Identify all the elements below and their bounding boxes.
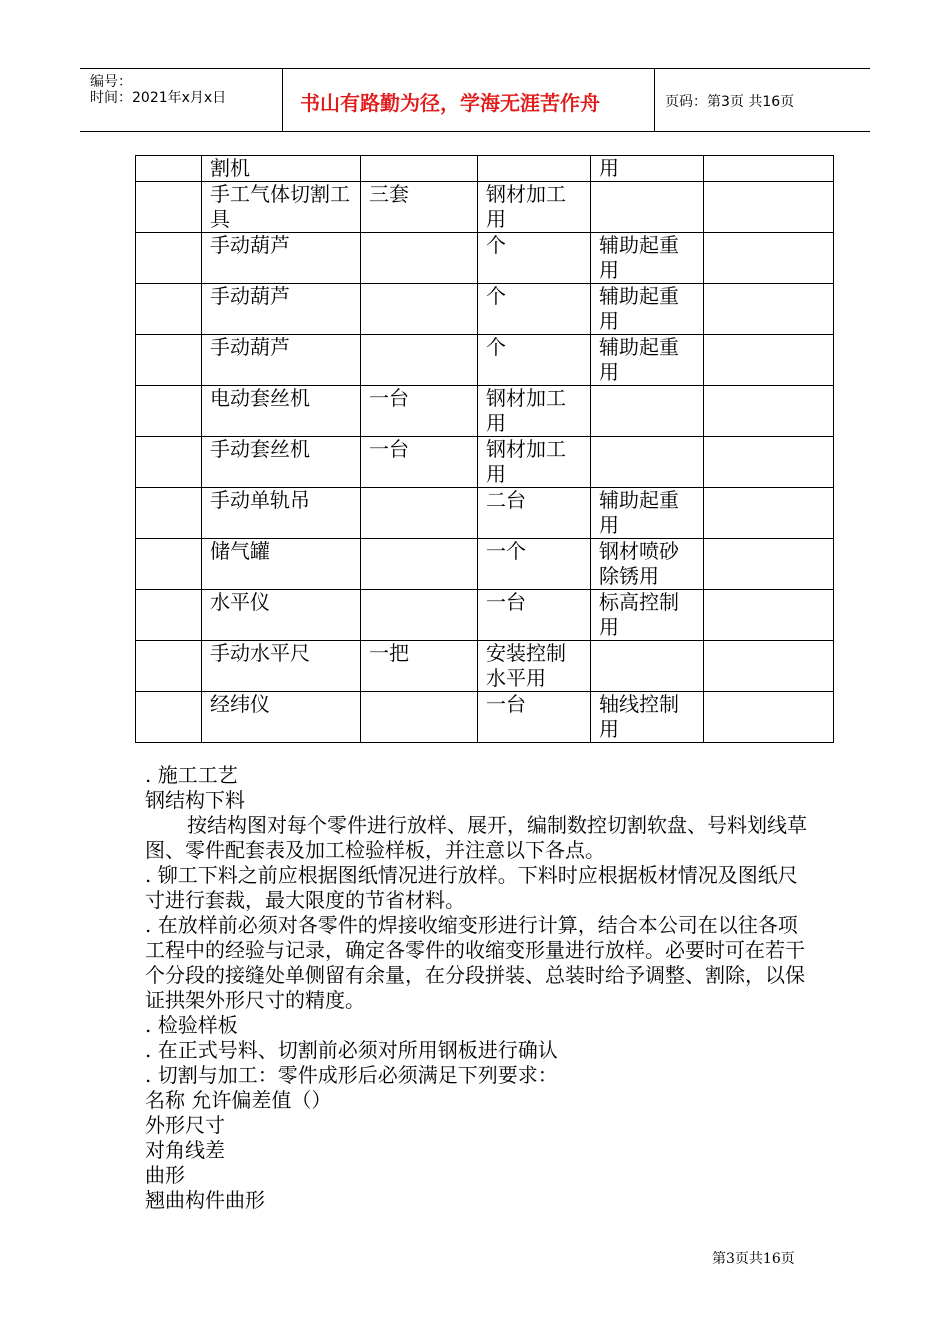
table-cell [704,692,834,743]
table-cell: 辅助起重用 [591,335,704,386]
table-cell [704,156,834,182]
table-cell: 手动水平尺 [202,641,361,692]
table-cell [591,641,704,692]
table-row [136,692,834,743]
table-cell: 手动葫芦 [202,284,361,335]
table-cell [704,590,834,641]
table-cell: 二台 [478,488,591,539]
table-cell: 手动单轨吊 [202,488,361,539]
table-cell: 一台 [361,386,478,437]
table-cell [136,488,202,539]
table-cell: 一把 [361,641,478,692]
table-cell [591,437,704,488]
table-cell [136,233,202,284]
tolerance-item: 曲形 [145,1163,185,1187]
table-row [136,386,834,437]
table-cell: 个 [478,284,591,335]
table-row [136,233,834,284]
table-cell: 手工气体切割工具 [202,182,361,233]
tolerance-header: 名称 允许偏差值（） [145,1088,332,1112]
table-cell [591,386,704,437]
table-cell [704,641,834,692]
table-row [136,335,834,386]
table-cell [704,284,834,335]
table-cell: 电动套丝机 [202,386,361,437]
table-cell: 辅助起重用 [591,233,704,284]
table-cell [136,284,202,335]
table-cell: 一台 [478,692,591,743]
table-cell: 辅助起重用 [591,284,704,335]
table-cell: 辅助起重用 [591,488,704,539]
table-cell: 个 [478,335,591,386]
table-cell [136,386,202,437]
table-cell [361,233,478,284]
subsection-heading: 钢结构下料 [145,788,245,812]
table-cell: 钢材加工用 [478,182,591,233]
table-cell [136,692,202,743]
table-row [136,641,834,692]
table-cell: 水平仪 [202,590,361,641]
table-cell [361,284,478,335]
table-cell [136,590,202,641]
tolerance-item: 外形尺寸 [145,1113,225,1137]
table-cell [704,437,834,488]
table-cell [361,539,478,590]
table-cell: 钢材加工用 [478,437,591,488]
table-cell: 个 [478,233,591,284]
table-cell: 经纬仪 [202,692,361,743]
header-meta-cell [80,69,283,131]
tolerance-item: 对角线差 [145,1138,225,1162]
table-cell: 用 [591,156,704,182]
page-header [80,68,870,132]
table-row [136,284,834,335]
tolerance-item: 翘曲构件曲形 [145,1188,265,1212]
paragraph: . 在正式号料、切割前必须对所用钢板进行确认 [145,1038,558,1062]
table-cell [361,488,478,539]
table-row [136,437,834,488]
serial-label: 编号： [90,74,132,90]
table-row [136,156,834,182]
table-cell: 割机 [202,156,361,182]
table-row [136,182,834,233]
table-cell [361,156,478,182]
header-page-info: 页码：第3页 共16页 [665,94,795,110]
table-cell: 标高控制用 [591,590,704,641]
table-cell: 一个 [478,539,591,590]
table-cell [136,156,202,182]
table-cell: 钢材喷砂除锈用 [591,539,704,590]
table-cell [136,641,202,692]
table-row [136,539,834,590]
table-cell [136,335,202,386]
table-cell: 手动葫芦 [202,233,361,284]
table-cell: 三套 [361,182,478,233]
header-motto-cell [282,69,655,131]
table-cell: 一台 [478,590,591,641]
table-cell [704,386,834,437]
table-cell: 一台 [361,437,478,488]
table-cell [591,182,704,233]
body-text [145,763,810,1213]
paragraph: . 检验样板 [145,1013,238,1037]
table-cell: 安装控制水平用 [478,641,591,692]
table-cell: 储气罐 [202,539,361,590]
table-cell [361,335,478,386]
table-cell [361,692,478,743]
table-cell [704,488,834,539]
table-cell: 轴线控制用 [591,692,704,743]
table-row [136,590,834,641]
table-cell [136,182,202,233]
paragraph: . 切割与加工：零件成形后必须满足下列要求： [145,1063,558,1087]
table-cell [478,156,591,182]
table-cell [136,539,202,590]
paragraph: 按结构图对每个零件进行放样、展开，编制数控切割软盘、号料划线草图、零件配套表及加工检验样板，并注意以下各点。 [145,813,807,862]
table-cell [136,437,202,488]
paragraph: . 在放样前必须对各零件的焊接收缩变形进行计算，结合本公司在以往各项工程中的经验与记录，确定各零件的收缩变形量进行放样。必要时可在若干个分段的接缝处单侧留有余量，在分段拼装、总装时给予调整、割除，以保证拱架外形尺寸的精度。 [145,913,805,1012]
table-cell [704,233,834,284]
page-footer: 第3页共16页 [712,1251,795,1267]
table-cell [704,335,834,386]
section-heading: . 施工工艺 [145,763,238,787]
header-page-cell [655,69,870,131]
table-cell [361,590,478,641]
time-label: 时间：2021年x月x日 [90,90,227,106]
table-cell [704,182,834,233]
table-cell: 手动葫芦 [202,335,361,386]
equipment-table [135,155,834,743]
paragraph: . 铆工下料之前应根据图纸情况进行放样。下料时应根据板材情况及图纸尺寸进行套裁，最大限度的节省材料。 [145,863,798,912]
header-motto: 书山有路勤为径，学海无涯苦作舟 [300,91,600,115]
table-cell [704,539,834,590]
table-row [136,488,834,539]
table-cell: 钢材加工用 [478,386,591,437]
table-cell: 手动套丝机 [202,437,361,488]
